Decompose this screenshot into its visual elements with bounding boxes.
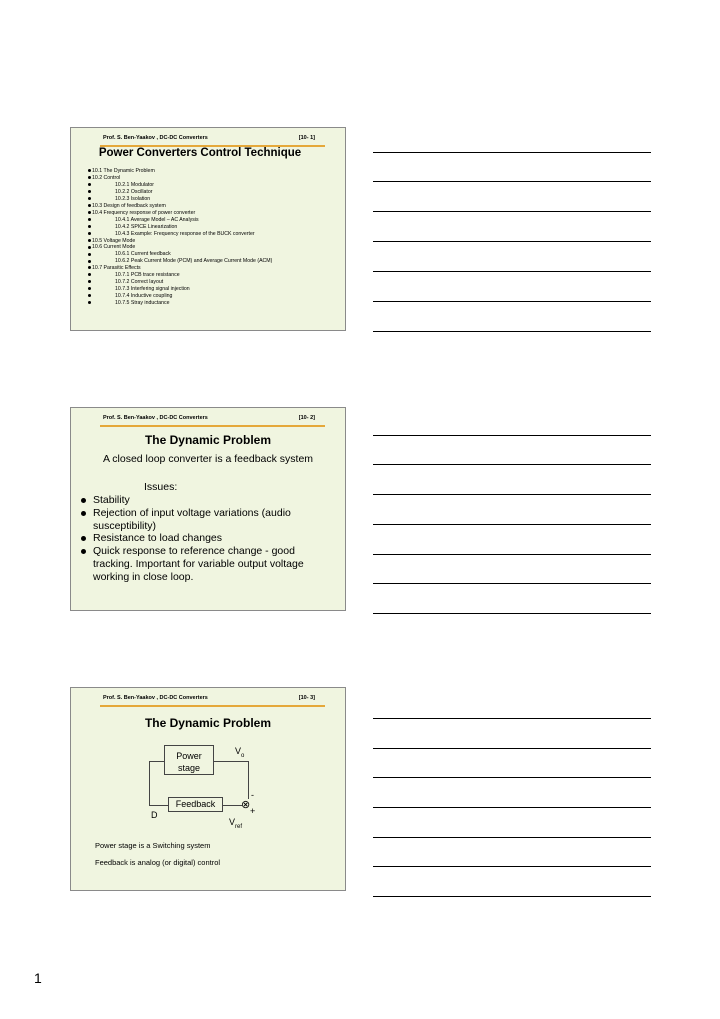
toc-item: 10.5 Voltage Mode [88,238,272,245]
note-line [373,494,651,495]
slide-title: Power Converters Control Technique [98,147,302,159]
slide-number: [10- 1] [298,135,315,141]
note-line [373,866,651,867]
note-line [373,211,651,212]
note-line [373,718,651,719]
wire [149,805,168,806]
wire [223,805,242,806]
bullet-dot [88,232,91,235]
slide-subtitle: A closed loop converter is a feedback system [102,453,314,465]
author-label: Prof. S. Ben-Yaakov , DC-DC Converters [103,415,208,421]
note-line [373,583,651,584]
bullet-dot [88,190,91,193]
slide-number: [10- 2] [298,415,315,421]
minus-sign: - [251,790,254,800]
table-of-contents [88,168,272,307]
toc-item: 10.2 Control [88,175,272,182]
note-line [373,777,651,778]
note-line [373,837,651,838]
toc-item: 10.4 Frequency response of power converter [88,210,272,217]
plus-sign: + [250,806,256,816]
toc-item: 10.4.2 SPICE Linearization [88,224,272,231]
toc-item: 10.2.1 Modulator [88,182,272,189]
note-line [373,301,651,302]
author-label: Prof. S. Ben-Yaakov , DC-DC Converters [103,695,208,701]
note-line [373,241,651,242]
bullet-dot [88,294,91,297]
page-number: 1 [34,970,42,986]
toc-item: 10.6 Current Mode [88,244,272,251]
slide-header [101,135,315,145]
toc-item: 10.2.3 Isolation [88,196,272,203]
slide-1 [70,127,346,331]
toc-item: 10.4.1 Average Model – AC Analysis [88,217,272,224]
toc-item: 10.7.2 Correct layout [88,279,272,286]
bullet-dot [88,183,91,186]
bullet-dot [88,239,91,242]
slide-title: The Dynamic Problem [144,716,272,730]
toc-item: 10.2.2 Oscillator [88,189,272,196]
wire [149,761,164,762]
toc-item: 10.7.1 PCB trace resistance [88,272,272,279]
note-line [373,896,651,897]
header-rule [100,705,325,707]
bullet-dot [88,211,91,214]
toc-item: 10.6.1 Current feedback [88,251,272,258]
header-rule [100,425,325,427]
note-text: Power stage is a Switching system [95,841,211,850]
wire [214,761,249,762]
list-item: Rejection of input voltage variations (audio susceptibility) [79,507,314,533]
slide-title: The Dynamic Problem [144,433,272,447]
vo-label: $V_o$ [235,746,245,759]
note-line [373,748,651,749]
author-label: Prof. S. Ben-Yaakov , DC-DC Converters [103,135,208,141]
feedback-block: Feedback [168,797,223,812]
bullet-dot [88,253,91,256]
summing-junction: ⊗ [241,799,251,811]
note-line [373,271,651,272]
slide-2 [70,407,346,611]
bullet-dot [88,280,91,283]
note-line [373,435,651,436]
slide-number: [10- 3] [298,695,315,701]
slide-3 [70,687,346,891]
bullet-dot [88,266,91,269]
power-stage-block: Power stage [164,745,214,775]
toc-item: 10.1 The Dynamic Problem [88,168,272,175]
bullet-dot [88,218,91,221]
note-line [373,524,651,525]
issues-list [79,494,314,584]
list-item: Quick response to reference change - good tracking. Important for variable output voltage working in close loop. [79,545,314,583]
toc-item: 10.3 Design of feedback system [88,203,272,210]
wire [149,761,150,805]
toc-item: 10.6.2 Peak Current Mode (PCM) and Average Current Mode (ACM) [88,258,272,265]
note-line [373,554,651,555]
toc-item: 10.7.5 Stray inductance [88,300,272,307]
vref-label: $V_{ref}$ [229,817,243,830]
bullet-dot [88,225,91,228]
bullet-dot [88,246,91,249]
bullet-dot [88,169,91,172]
slide-header [101,695,315,705]
toc-item: 10.7.4 Inductive coupling [88,293,272,300]
bullet-dot [88,273,91,276]
toc-item: 10.7.3 Interfering signal injection [88,286,272,293]
bullet-dot [88,287,91,290]
bullet-dot [88,176,91,179]
bullet-dot [88,204,91,207]
note-line [373,807,651,808]
slide-header [101,415,315,425]
bullet-dot [88,260,91,263]
d-label: D [151,810,158,820]
toc-item: 10.4.3 Example: Frequency response of the BUCK converter [88,231,272,238]
note-line [373,181,651,182]
note-text: Feedback is analog (or digital) control [95,858,221,867]
toc-item: 10.7 Parasitic Effects [88,265,272,272]
list-item: Resistance to load changes [79,532,314,545]
issues-label: Issues: [144,481,178,493]
note-line [373,152,651,153]
note-line [373,613,651,614]
note-line [373,464,651,465]
bullet-dot [88,301,91,304]
note-line [373,331,651,332]
list-item: Stability [79,494,314,507]
bullet-dot [88,197,91,200]
wire [248,761,249,799]
